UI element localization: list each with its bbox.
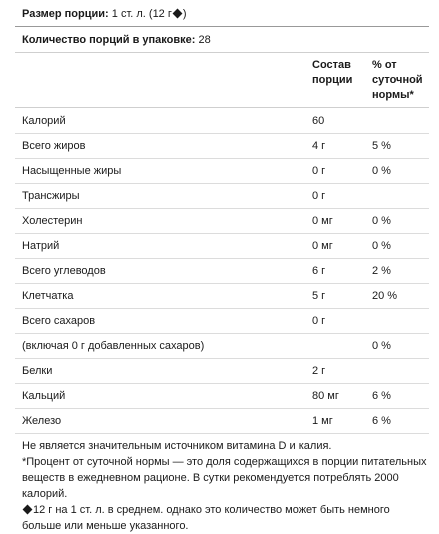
nutrient-name: Всего жиров bbox=[22, 140, 86, 152]
table-row bbox=[15, 308, 429, 334]
table-row bbox=[15, 158, 429, 184]
serving-size-label: Размер порции: bbox=[22, 8, 109, 20]
nutrient-amount: 4 г bbox=[312, 140, 326, 152]
column-header-dv-line: нормы* bbox=[372, 89, 414, 101]
nutrient-name: Натрий bbox=[22, 240, 60, 252]
nutrient-amount: 6 г bbox=[312, 265, 326, 277]
nutrient-name: Кальций bbox=[22, 390, 66, 402]
table-row bbox=[15, 383, 429, 409]
column-header-daily-value bbox=[372, 58, 423, 103]
nutrient-name: Железо bbox=[22, 415, 62, 427]
divider bbox=[15, 26, 429, 27]
nutrient-name: Калорий bbox=[22, 115, 66, 127]
column-header-amount-line: Состав bbox=[312, 59, 351, 71]
table-row bbox=[15, 258, 429, 284]
nutrient-name: Всего углеводов bbox=[22, 265, 106, 277]
nutrient-name: Насыщенные жиры bbox=[22, 165, 122, 177]
serving-size-close: ) bbox=[182, 8, 187, 20]
nutrient-name: (включая 0 г добавленных сахаров) bbox=[22, 340, 205, 352]
nutrient-amount: 80 мг bbox=[312, 390, 339, 402]
servings-value: 28 bbox=[198, 34, 211, 46]
nutrient-name: Клетчатка bbox=[22, 290, 74, 302]
footnote-serving-text: 12 г на 1 ст. л. в среднем. однако это количество может быть немного больше или меньше указанного. bbox=[22, 504, 390, 532]
footnotes bbox=[22, 438, 427, 534]
table-row bbox=[15, 333, 429, 359]
nutrient-amount: 5 г bbox=[312, 290, 326, 302]
table-row bbox=[15, 108, 429, 134]
nutrient-name: Всего сахаров bbox=[22, 315, 96, 327]
nutrient-daily-value: 5 % bbox=[372, 140, 391, 152]
divider bbox=[15, 52, 429, 53]
nutrient-amount: 60 bbox=[312, 115, 325, 127]
servings-line bbox=[22, 33, 211, 47]
footnote-vitamins: Не является значительным источником витамина D и калия. bbox=[22, 440, 332, 452]
nutrient-amount: 0 г bbox=[312, 190, 326, 202]
nutrient-name: Белки bbox=[22, 365, 53, 377]
nutrient-amount: 0 г bbox=[312, 315, 326, 327]
table-row bbox=[15, 208, 429, 234]
table-row bbox=[15, 233, 429, 259]
footnote-serving bbox=[22, 502, 427, 534]
nutrient-amount: 0 мг bbox=[312, 240, 333, 252]
column-header-dv-line: суточной bbox=[372, 74, 423, 86]
table-row bbox=[15, 358, 429, 384]
nutrient-amount: 2 г bbox=[312, 365, 326, 377]
diamond-icon bbox=[172, 9, 182, 19]
servings-label: Количество порций в упаковке: bbox=[22, 34, 196, 46]
nutrient-daily-value: 2 % bbox=[372, 265, 391, 277]
column-header-dv-line: % от bbox=[372, 59, 397, 71]
column-header-amount bbox=[312, 58, 352, 88]
serving-size-line bbox=[22, 7, 187, 21]
table-row bbox=[15, 283, 429, 309]
serving-size-value: 1 ст. л. (12 г bbox=[111, 8, 172, 20]
table-row bbox=[15, 133, 429, 159]
nutrient-daily-value: 0 % bbox=[372, 165, 391, 177]
nutrient-name: Холестерин bbox=[22, 215, 83, 227]
nutrient-name: Трансжиры bbox=[22, 190, 80, 202]
table-row bbox=[15, 183, 429, 209]
nutrient-amount: 1 мг bbox=[312, 415, 333, 427]
diamond-icon bbox=[23, 505, 33, 515]
nutrient-daily-value: 6 % bbox=[372, 415, 391, 427]
table-row bbox=[15, 408, 429, 434]
nutrient-amount: 0 г bbox=[312, 165, 326, 177]
nutrient-daily-value: 0 % bbox=[372, 240, 391, 252]
column-header-amount-line: порции bbox=[312, 74, 353, 86]
footnote-daily-value: *Процент от суточной нормы — это доля содержащихся в порции питательных веществ в ежедневном рационе. В сутки рекомендуется потреблять 2000 калорий. bbox=[22, 456, 427, 500]
nutrient-daily-value: 20 % bbox=[372, 290, 398, 302]
nutrient-daily-value: 6 % bbox=[372, 390, 391, 402]
nutrient-amount: 0 мг bbox=[312, 215, 333, 227]
nutrient-daily-value: 0 % bbox=[372, 340, 391, 352]
nutrient-daily-value: 0 % bbox=[372, 215, 391, 227]
